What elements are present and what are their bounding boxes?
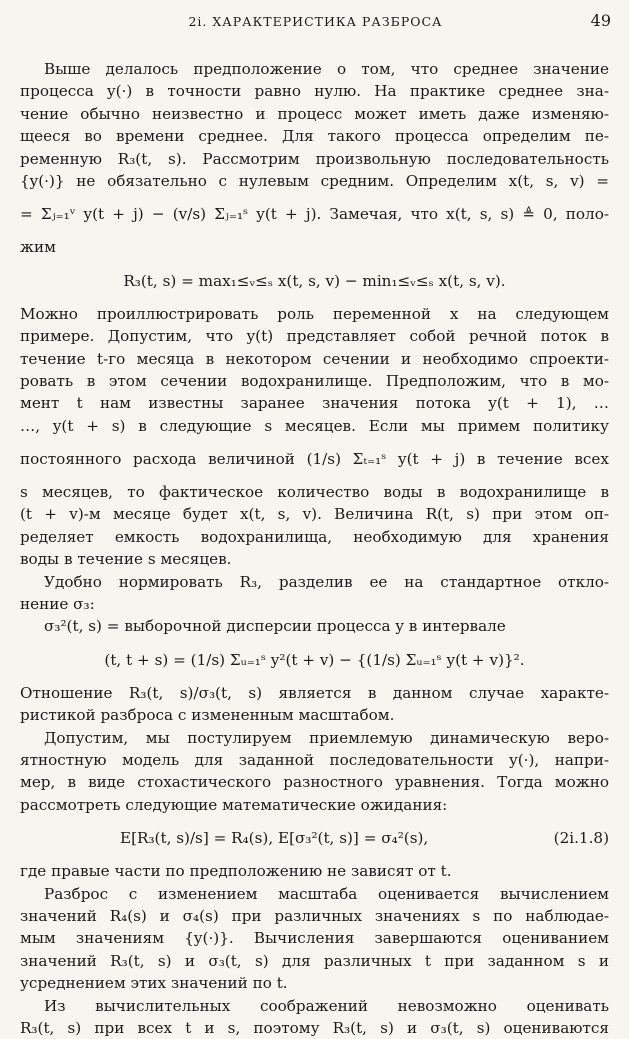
text-line: где правые части по предположению не зависят от t. [20, 862, 452, 881]
text-line: мым значениям {y(·)}. Вычисления завершаются оцениванием [20, 929, 609, 948]
text-line: нение σ₃: [20, 595, 95, 614]
text-line: течение t-го месяца в некотором сечении и необходимо спроекти- [20, 349, 609, 368]
text-line: щееся во времени среднее. Для такого процесса определим пе- [20, 127, 609, 146]
text-line: Разброс с изменением масштаба оценивается вычислением [44, 884, 609, 903]
text-line: мент t нам известны заранее значения потока y(t + 1), … [20, 394, 609, 413]
text-line: жим [20, 238, 56, 257]
text-line: Из вычислительных соображений невозможно оценивать [44, 996, 609, 1015]
page-number: 49 [590, 11, 611, 30]
text-line: Можно проиллюстрировать роль переменной x на следующем [20, 304, 609, 323]
text-line: воды в течение s месяцев. [20, 550, 232, 569]
display-formula-row [20, 816, 609, 860]
page-body [20, 58, 609, 1039]
display-formula: E[R₃(t, s)/s] = R₄(s), E[σ₃²(t, s)] = σ₄²(s), [120, 829, 429, 848]
text-line: усреднением этих значений по t. [20, 974, 288, 993]
text-line: ровать в этом сечении водохранилище. Предположим, что в мо- [20, 371, 609, 390]
formula-line: постоянного расхода величиной (1/s) Σₜ₌₁ˢ y(t + j) в течение всех [20, 450, 609, 469]
page-header [20, 11, 611, 34]
formula-line: = Σⱼ₌₁ᵛ y(t + j) − (v/s) Σⱼ₌₁ˢ y(t + j). Замечая, что x(t, s, s) ≜ 0, поло- [20, 205, 609, 224]
text-line: Выше делалось предположение о том, что среднее значение [44, 60, 609, 78]
text-line: ятностную модель для заданной последовательности y(·), напри- [20, 750, 609, 769]
text-line: s месяцев, то фактическое количество воды в водохранилище в [20, 483, 609, 502]
text-line: σ₃²(t, s) = выборочной дисперсии процесса y в интервале [44, 617, 506, 636]
text-line: …, y(t + s) в следующие s месяцев. Если мы примем политику [20, 416, 609, 435]
text-line: мер, в виде стохастического разностного уравнения. Тогда можно [20, 773, 609, 792]
text-line: R₃(t, s) при всех t и s, поэтому R₃(t, s) и σ₃(t, s) оцениваются [20, 1018, 609, 1037]
text-line: Допустим, мы постулируем приемлемую динамическую веро- [44, 728, 609, 747]
text-line: ределяет емкость водохранилища, необходимую для хранения [20, 527, 609, 546]
text-line: Удобно нормировать R₃, разделив ее на стандартное откло- [44, 572, 609, 591]
running-title: 2i. ХАРАКТЕРИСТИКА РАЗБРОСА [188, 14, 443, 29]
display-formula: (t, t + s) = (1/s) Σᵤ₌₁ˢ y²(t + v) − {(1/s) Σᵤ₌₁ˢ y(t + v)}². [104, 650, 525, 669]
text-line: (t + v)-м месяце будет x(t, s, v). Величина R(t, s) при этом оп- [20, 505, 609, 524]
text-line: Отношение R₃(t, s)/σ₃(t, s) является в данном случае характе- [20, 683, 609, 702]
text-line: процесса y(·) в точности равно нулю. На практике среднее зна- [20, 82, 609, 101]
text-line: {y(·)} не обязательно с нулевым средним. Определим x(t, s, v) = [20, 171, 609, 190]
text-line: значений R₃(t, s) и σ₃(t, s) для различных t при заданном s и [20, 951, 609, 970]
text-line: рассмотреть следующие математические ожидания: [20, 795, 448, 814]
equation-number: (2i.1.8) [553, 829, 609, 848]
text-line: ристикой разброса с измененным масштабом. [20, 706, 395, 725]
text-line: значений R₄(s) и σ₄(s) при различных значениях s по наблюдае- [20, 906, 609, 925]
text-line: ременную R₃(t, s). Рассмотрим произвольную последовательность [20, 149, 609, 168]
display-formula: R₃(t, s) = max₁≤ᵥ≤ₛ x(t, s, v) − min₁≤ᵥ≤ₛ x(t, s, v). [123, 271, 506, 290]
text-line: чение обычно неизвестно и процесс может иметь даже изменяю- [20, 104, 609, 123]
text-line: примере. Допустим, что y(t) представляет собой речной поток в [20, 327, 609, 346]
